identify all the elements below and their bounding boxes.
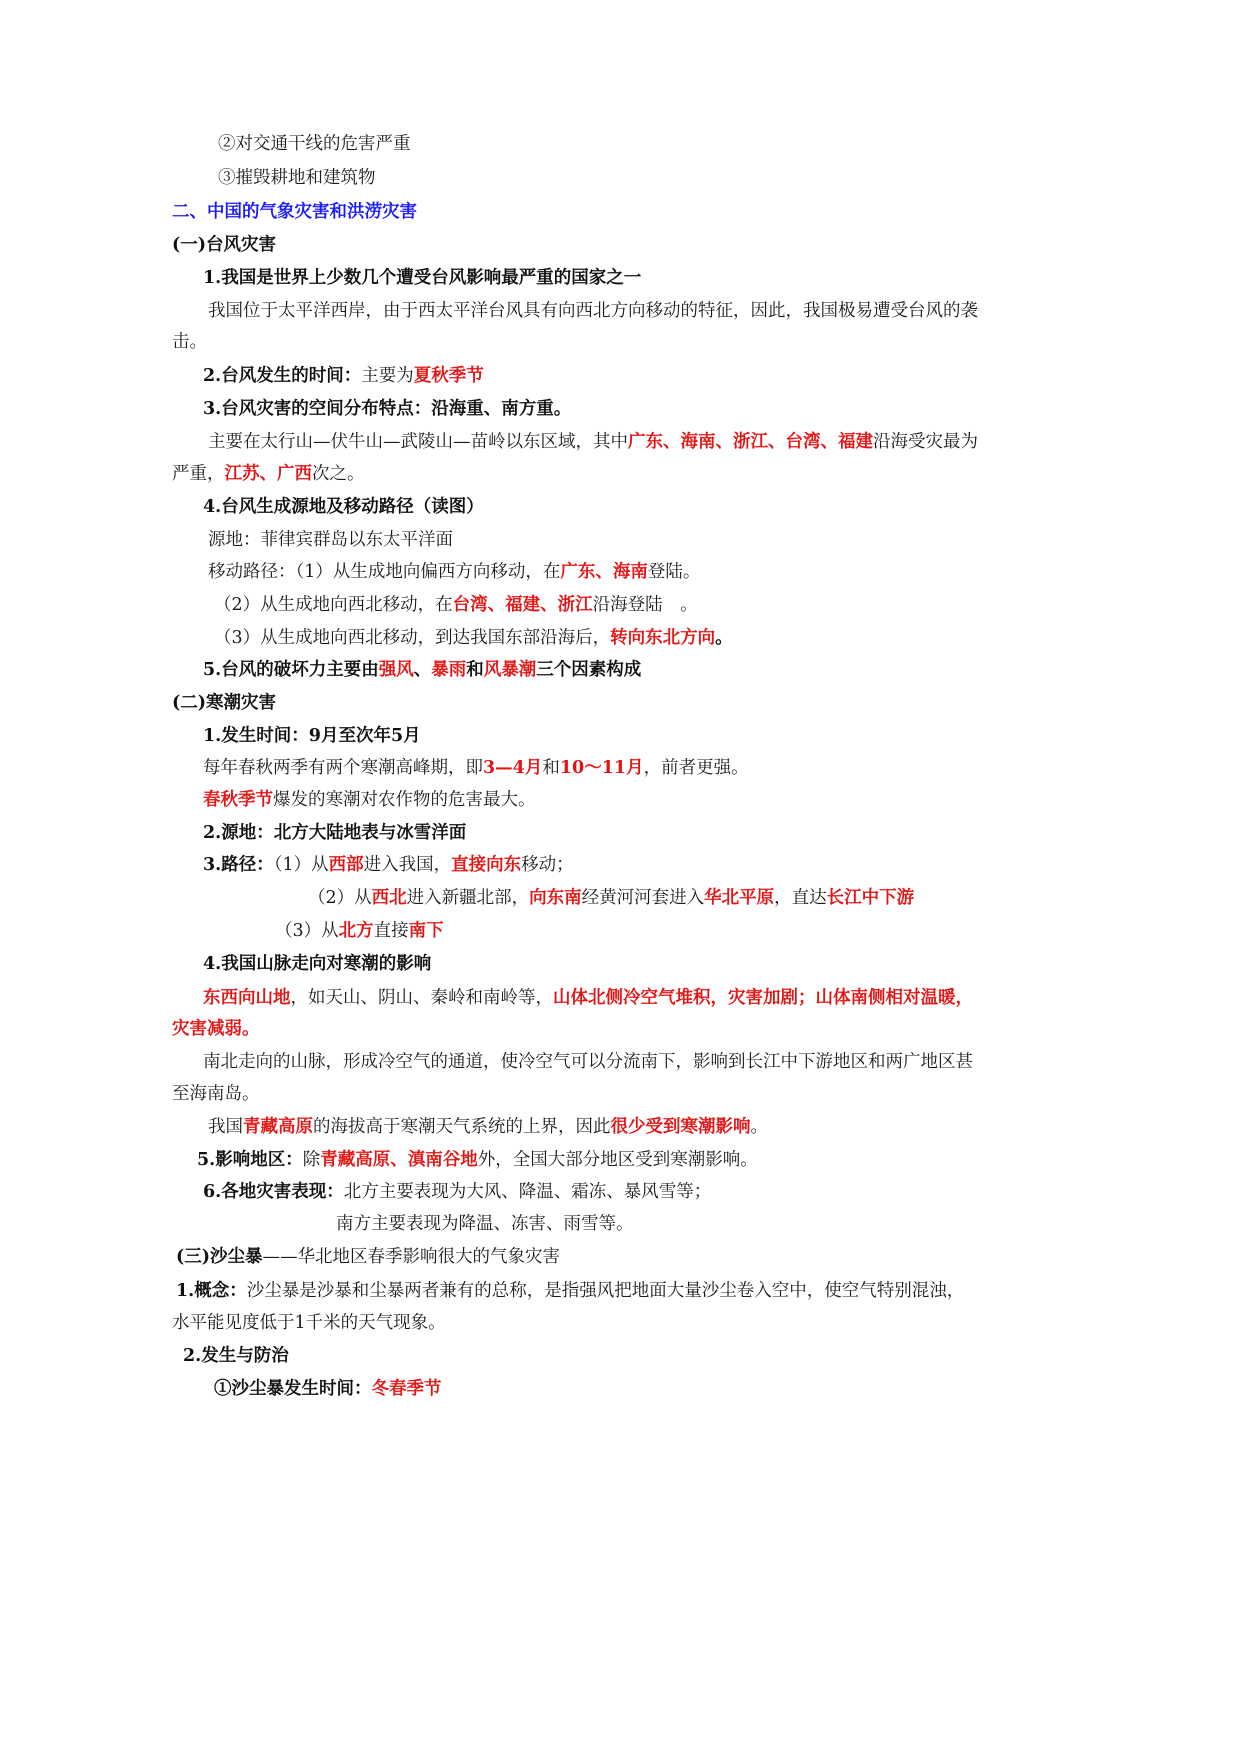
heading-text: 二、中国的气象灾害和洪涝灾害	[172, 202, 417, 222]
body-text: 和	[542, 758, 560, 778]
body-text: ，如天山、阴山、秦岭和南岭等，	[290, 988, 553, 1008]
highlight-text: 广东、海南	[560, 562, 648, 582]
text-line	[203, 986, 973, 1010]
text-line	[203, 756, 749, 780]
highlight-text: 3—4月	[483, 758, 543, 778]
body-text: （2）从生成地向西北移动，在	[214, 595, 453, 615]
highlight-text: 华北平原	[704, 888, 775, 908]
body-text: 源地：菲律宾群岛以东太平洋面	[208, 530, 453, 550]
heading-text: 2.台风发生的时间：	[203, 366, 362, 386]
text-line	[275, 919, 444, 943]
text-line	[172, 1017, 260, 1041]
highlight-text: 冬春季节	[371, 1379, 442, 1399]
body-text: 严重，	[172, 464, 225, 484]
heading-text: 。	[715, 628, 733, 648]
text-line	[218, 166, 376, 190]
body-text: ——华北地区春季影响很大的气象灾害	[262, 1247, 561, 1267]
highlight-text: 向东南	[529, 888, 582, 908]
heading-text: 2.发生与防治	[183, 1346, 289, 1366]
body-text: 。	[750, 1117, 768, 1137]
text-line	[172, 233, 276, 257]
body-text: 我国位于太平洋西岸，由于西太平洋台风具有向西北方向移动的特征，因此，我国极易遭受台风的袭	[208, 301, 978, 321]
highlight-text: 长江中下游	[826, 888, 915, 908]
highlight-text: 直接向东	[451, 855, 522, 875]
body-text: 直接	[373, 921, 409, 941]
highlight-text: 台湾、福建、浙江	[452, 595, 593, 615]
text-line	[203, 266, 641, 290]
highlight-text: 青藏高原	[243, 1117, 313, 1137]
body-text: 至海南岛。	[172, 1084, 260, 1104]
text-line	[203, 788, 536, 812]
text-line	[176, 1245, 560, 1269]
body-text: 水平能见度低于1千米的天气现象。	[172, 1313, 446, 1333]
heading-text: 4.台风生成源地及移动路径（读图）	[203, 497, 484, 517]
text-line	[203, 1180, 711, 1204]
body-text: 次之。	[312, 464, 365, 484]
body-text: ，前者更强。	[643, 758, 749, 778]
text-line	[172, 691, 276, 715]
heading-text: 、	[413, 660, 432, 680]
text-line	[214, 626, 733, 650]
text-line	[208, 1115, 768, 1139]
body-text: （1）从	[273, 855, 329, 875]
text-line	[197, 1148, 758, 1172]
body-text: ②对交通干线的危害严重	[218, 134, 411, 154]
heading-text: 1.发生时间：9月至次年5月	[203, 726, 421, 746]
highlight-text: 灾害减弱。	[172, 1019, 260, 1039]
text-line	[203, 364, 484, 388]
body-text: ，直达	[774, 888, 827, 908]
highlight-text: 西部	[328, 855, 364, 875]
text-line	[336, 1212, 634, 1236]
highlight-text: 暴雨	[431, 660, 467, 680]
highlight-text: 广东、海南、浙江、台湾、福建	[628, 432, 873, 452]
body-text: 进入我国，	[363, 855, 452, 875]
body-text: （3）从生成地向西北移动，到达我国东部沿海后，	[214, 628, 611, 648]
body-text: 外，全国大部分地区受到寒潮影响。	[477, 1150, 758, 1170]
heading-text: 5.台风的破坏力主要由	[203, 660, 379, 680]
heading-text: 2.源地：北方大陆地表与冰雪洋面	[203, 823, 467, 843]
highlight-text: 青藏高原、滇南谷地	[320, 1150, 478, 1170]
highlight-text: 风暴潮	[483, 660, 537, 680]
heading-text: 4.我国山脉走向对寒潮的影响	[203, 954, 432, 974]
text-line	[203, 658, 641, 682]
body-text: 移动；	[521, 855, 574, 875]
text-line	[208, 430, 978, 454]
heading-text: 1.概念：	[176, 1281, 247, 1301]
highlight-text: 10～11月	[559, 758, 644, 778]
body-text: 的海拔高于寒潮天气系统的上界，因此	[313, 1117, 611, 1137]
body-text: 南北走向的山脉，形成冷空气的通道，使冷空气可以分流南下，影响到长江中下游地区和两广地区甚	[203, 1052, 973, 1072]
heading-text: 三个因素构成	[536, 660, 642, 680]
text-line	[214, 1377, 442, 1401]
text-line	[308, 886, 914, 910]
body-text: 沿海登陆 。	[592, 595, 698, 615]
body-text: 南方主要表现为降温、冻害、雨雪等。	[336, 1214, 634, 1234]
body-text: 登陆。	[647, 562, 701, 582]
highlight-text: 西北	[371, 888, 407, 908]
heading-text: 1.我国是世界上少数几个遭受台风影响最严重的国家之一	[203, 268, 642, 288]
text-line	[208, 299, 978, 323]
body-text: 爆发的寒潮对农作物的危害最大。	[273, 790, 536, 810]
body-text: 除	[302, 1150, 321, 1170]
highlight-text: 强风	[378, 660, 414, 680]
text-line	[208, 560, 700, 584]
body-text: 主要为	[361, 366, 414, 386]
heading-text: ①沙尘暴发生时间：	[214, 1379, 372, 1399]
body-text: ③摧毁耕地和建筑物	[218, 168, 376, 188]
body-text: 我国	[208, 1117, 243, 1137]
body-text: 沿海受灾最为	[873, 432, 978, 452]
text-line	[203, 1050, 973, 1074]
text-line	[183, 1344, 289, 1368]
highlight-text: 山体北侧冷空气堆积，灾害加剧；山体南侧相对温暖，	[553, 988, 973, 1008]
text-line	[172, 1311, 446, 1335]
highlight-text: 东西向山地	[203, 988, 291, 1008]
heading-text: (三)沙尘暴	[176, 1247, 263, 1267]
body-text: 移动路径：（1）从生成地向偏西方向移动，在	[208, 562, 561, 582]
highlight-text: 江苏、广西	[224, 464, 312, 484]
body-text: 进入新疆北部，	[406, 888, 530, 908]
heading-text: 5.影响地区：	[197, 1150, 303, 1170]
body-text: 主要在太行山—伏牛山—武陵山—苗岭以东区域，其中	[208, 432, 628, 452]
body-text: 每年春秋两季有两个寒潮高峰期，即	[203, 758, 483, 778]
text-line	[203, 952, 431, 976]
text-line	[172, 330, 207, 354]
heading-text: (二)寒潮灾害	[172, 693, 277, 713]
text-line	[208, 528, 453, 552]
body-text: 沙尘暴是沙暴和尘暴两者兼有的总称，是指强风把地面大量沙尘卷入空中，使空气特别混浊，	[246, 1281, 965, 1301]
heading-text: 6.各地灾害表现：	[203, 1182, 344, 1202]
text-line	[203, 853, 574, 877]
highlight-text: 北方	[338, 921, 374, 941]
highlight-text: 很少受到寒潮影响	[610, 1117, 751, 1137]
body-text: 经黄河河套进入	[581, 888, 705, 908]
heading-text: (一)台风灾害	[172, 235, 277, 255]
text-line	[203, 821, 466, 845]
text-line	[203, 495, 484, 519]
highlight-text: 南下	[408, 921, 444, 941]
text-line	[172, 462, 365, 486]
body-text: 北方主要表现为大风、降温、霜冻、暴风雪等；	[343, 1182, 712, 1202]
text-line	[214, 593, 698, 617]
body-text: 击。	[172, 332, 207, 352]
text-line	[203, 724, 421, 748]
highlight-text: 春秋季节	[203, 790, 273, 810]
heading-text: 和	[466, 660, 484, 680]
text-line	[172, 200, 417, 224]
text-line	[172, 1082, 260, 1106]
heading-text: 3.路径：	[203, 855, 274, 875]
body-text: （3）从	[275, 921, 339, 941]
highlight-text: 夏秋季节	[413, 366, 484, 386]
highlight-text: 转向东北方向	[610, 628, 716, 648]
heading-text: 3.台风灾害的空间分布特点：沿海重、南方重。	[203, 399, 572, 419]
body-text: （2）从	[308, 888, 372, 908]
text-line	[176, 1279, 964, 1303]
text-line	[218, 132, 411, 156]
text-line	[203, 397, 571, 421]
